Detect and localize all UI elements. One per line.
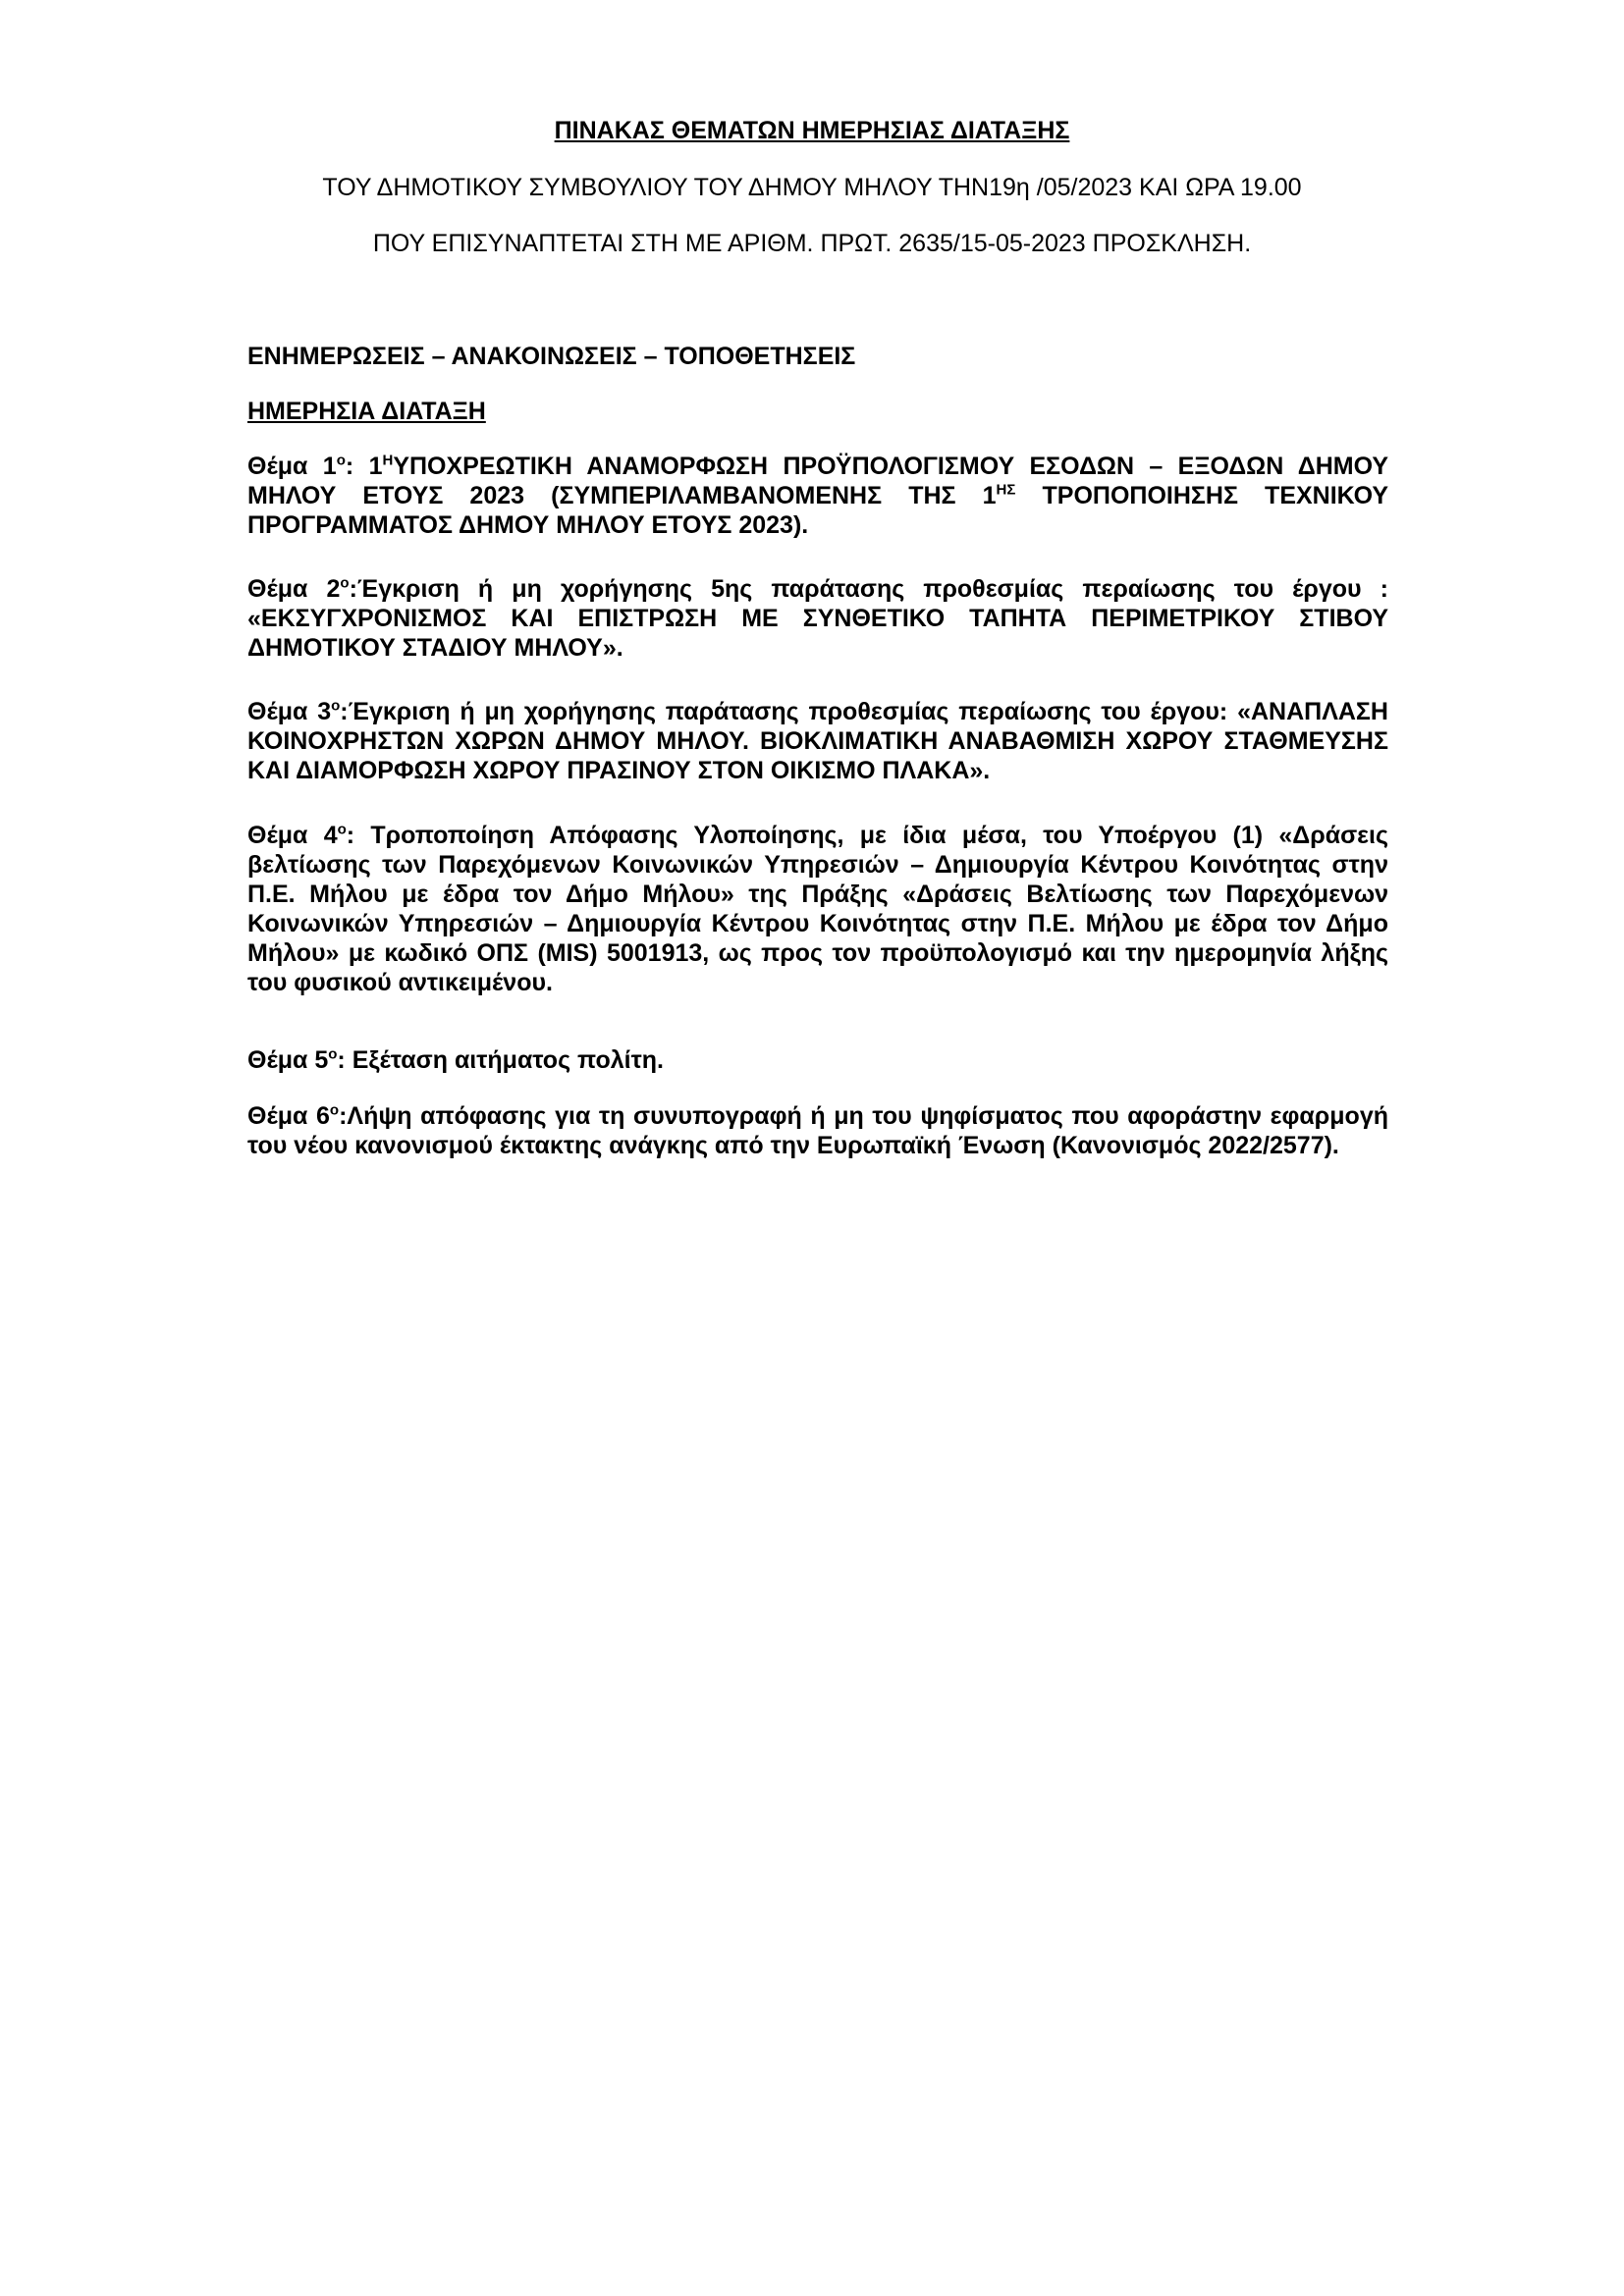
topic-label: Θέμα 2 xyxy=(247,575,341,603)
announcements-heading: ΕΝΗΜΕΡΩΣΕΙΣ – ΑΝΑΚΟΙΝΩΣΕΙΣ – ΤΟΠΟΘΕΤΗΣΕΙΣ xyxy=(247,343,856,370)
topic-label: Θέμα 1 xyxy=(247,453,337,480)
topic-text: Τροποποίηση Απόφασης Υλοποίησης, με ίδια μέσα, του Υποέργου (1) «Δράσεις βελτίωσης των Παρεχόμενων Κοινωνικών Υπηρεσιών – Δημιουργία Κέντρου Κοινότητας στην Π.Ε. Μήλου με έδρα τον Δήμο Μήλου» της Πράξης «Δράσεις Βελτίωσης των Παρεχόμενων Κοινωνικών Υπηρεσιών – Δημιουργία Κέντρου Κοινότητας στην Π.Ε. Μήλου με έδρα τον Δήμο Μήλου» με κωδικό ΟΠΣ (MIS) 5001913, ως προς τον προϋπολογισμό και την ημερομηνία λήξης του φυσικού αντικειμένου. xyxy=(247,822,1388,996)
topic-ordinal: ο xyxy=(340,574,350,592)
topic-separator: : xyxy=(345,453,369,480)
topic-mid-ordinal: ΗΣ xyxy=(996,481,1016,499)
topic-text: ΥΠΟΧΡΕΩΤΙΚΗ ΑΝΑΜΟΡΦΩΣΗ ΠΡΟΫΠΟΛΟΓΙΣΜΟΥ ΕΣΟΔΩΝ – ΕΞΟΔΩΝ ΔΗΜΟΥ ΜΗΛΟΥ ΕΤΟΥΣ 2023 (ΣΥΜΠΕΡΙΛΑΜΒΑΝΟΜΕΝΗΣ ΤΗΣ 1 xyxy=(247,453,1389,509)
invitation-reference-line: ΠΟΥ ΕΠΙΣΥΝΑΠΤΕΤΑΙ ΣΤΗ ΜΕ ΑΡΙΘΜ. ΠΡΩΤ. 2635/15-05-2023 ΠΡΟΣΚΛΗΣΗ. xyxy=(372,230,1252,257)
topic-text: Έγκριση ή μη χορήγησης παράτασης προθεσμίας περαίωσης του έργου: «ΑΝΑΠΛΑΣΗ ΚΟΙΝΟΧΡΗΣΤΩΝ ΧΩΡΩΝ ΔΗΜΟΥ ΜΗΛΟΥ. ΒΙΟΚΛΙΜΑΤΙΚΗ ΑΝΑΒΑΘΜΙΣΗ ΧΩΡΟΥ ΣΤΑΘΜΕΥΣΗΣ ΚΑΙ ΔΙΑΜΟΡΦΩΣΗ ΧΩΡΟΥ ΠΡΑΣΙΝΟΥ ΣΤΟΝ ΟΙΚΙΣΜΟ ΠΛΑΚΑ». xyxy=(247,698,1388,784)
agenda-topic-1 xyxy=(247,452,1388,540)
council-meeting-line: ΤΟΥ ΔΗΜΟΤΙΚΟΥ ΣΥΜΒΟΥΛΙΟΥ ΤΟΥ ΔΗΜΟΥ ΜΗΛΟΥ ΤΗΝ19η /05/2023 ΚΑΙ ΩΡΑ 19.00 xyxy=(322,174,1302,201)
topic-separator: : xyxy=(346,822,371,849)
topic-ordinal: ο xyxy=(331,697,341,715)
topic-label: Θέμα 6 xyxy=(247,1102,330,1130)
agenda-topic-5 xyxy=(247,1045,1388,1075)
topic-separator: : xyxy=(349,575,357,603)
topic-ordinal: ο xyxy=(337,821,347,838)
topic-ordinal: ο xyxy=(336,452,346,469)
document-title: ΠΙΝΑΚΑΣ ΘΕΜΑΤΩΝ ΗΜΕΡΗΣΙΑΣ ΔΙΑΤΑΞΗΣ xyxy=(554,117,1070,144)
topic-text: Λήψη απόφασης για τη συνυπογραφή ή μη του ψηφίσματος που αφοράστην εφαρμογή του νέου κανονισμού έκτακτης ανάγκης από την Ευρωπαϊκή Ένωση (Κανονισμός 2022/2577). xyxy=(247,1102,1388,1159)
topic-label: Θέμα 4 xyxy=(247,822,338,849)
topic-label: Θέμα 3 xyxy=(247,698,332,725)
topic-ordinal: ο xyxy=(328,1045,338,1063)
agenda-heading: ΗΜΕΡΗΣΙΑ ΔΙΑΤΑΞΗ xyxy=(247,398,486,425)
topic-separator: : xyxy=(337,1046,352,1074)
topic-separator: : xyxy=(339,1102,348,1130)
topic-lead-ordinal: Η xyxy=(382,452,394,469)
topic-text: Έγκριση ή μη χορήγησης 5ης παράτασης προθεσμίας περαίωσης του έργου : «ΕΚΣΥΓΧΡΟΝΙΣΜΟΣ ΚΑΙ ΕΠΙΣΤΡΩΣΗ ΜΕ ΣΥΝΘΕΤΙΚΟ ΤΑΠΗΤΑ ΠΕΡΙΜΕΤΡΙΚΟΥ ΣΤΙΒΟΥ ΔΗΜΟΤΙΚΟΥ ΣΤΑΔΙΟΥ ΜΗΛΟΥ». xyxy=(247,575,1388,662)
topic-text-continued: ΤΡΟΠΟΠΟΙΗΣΗΣ ΤΕΧΝΙΚΟΥ ΠΡΟΓΡΑΜΜΑΤΟΣ ΔΗΜΟΥ ΜΗΛΟΥ ΕΤΟΥΣ 2023). xyxy=(247,482,1388,539)
topic-lead-number: 1 xyxy=(368,453,383,480)
topic-text: Εξέταση αιτήματος πολίτη. xyxy=(352,1046,664,1074)
topic-separator: : xyxy=(340,698,349,725)
topic-label: Θέμα 5 xyxy=(247,1046,329,1074)
agenda-topic-3 xyxy=(247,697,1388,785)
agenda-topic-2 xyxy=(247,574,1388,663)
topic-ordinal: ο xyxy=(329,1101,340,1119)
agenda-topic-4 xyxy=(247,821,1388,997)
agenda-topic-6 xyxy=(247,1101,1388,1160)
